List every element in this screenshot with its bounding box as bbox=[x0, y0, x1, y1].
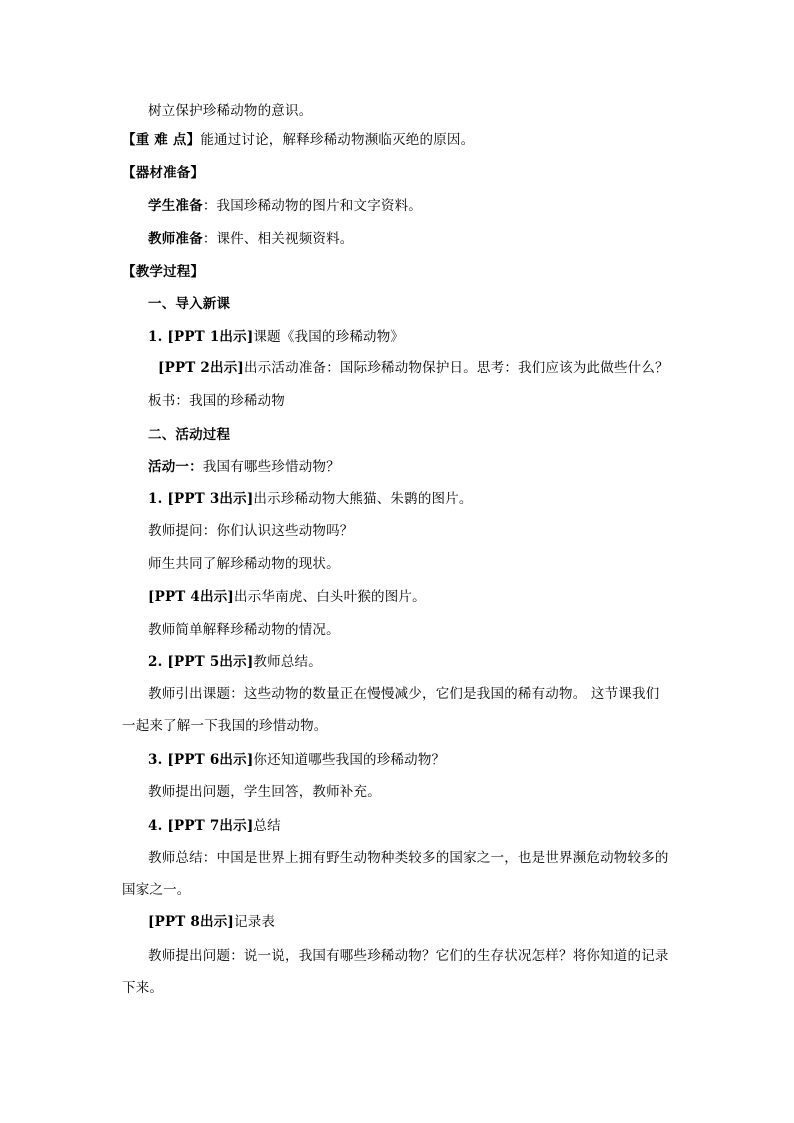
paragraph-key-points bbox=[122, 130, 474, 150]
subheading-label: 二、活动过程 bbox=[148, 427, 231, 443]
subheading-activity-process bbox=[148, 425, 230, 445]
ppt-label: 4. [PPT 7出示] bbox=[148, 818, 254, 834]
paragraph-ppt4 bbox=[148, 587, 426, 607]
line-text: 教师提出问题：说一说，我国有哪些珍稀动物？它们的生存状况怎样？将你知道的记录 bbox=[148, 948, 669, 964]
paragraph-teacher-prep bbox=[148, 229, 354, 249]
line-text: 板书：我国的珍稀动物 bbox=[148, 393, 285, 409]
ppt-label: 1. [PPT 1出示] bbox=[148, 329, 254, 345]
paragraph-activity-one bbox=[148, 457, 340, 477]
paragraph-topic-line2 bbox=[122, 716, 328, 736]
line-text: 教师提出问题，学生回答，教师补充。 bbox=[148, 784, 381, 800]
subheading-label: 一、导入新课 bbox=[148, 296, 231, 312]
paragraph-objective bbox=[148, 101, 312, 121]
line-text: 出示活动准备：国际珍稀动物保护日。思考：我们应该为此做些什么？ bbox=[244, 360, 669, 376]
line-text: 课题《我国的珍稀动物》 bbox=[253, 329, 405, 345]
activity-label: 活动一： bbox=[148, 459, 203, 475]
ppt-label: 3. [PPT 6出示] bbox=[148, 752, 254, 768]
line-text: 国家之一。 bbox=[122, 882, 191, 898]
paragraph-record-line1 bbox=[148, 946, 669, 966]
line-text: 教师简单解释珍稀动物的情况。 bbox=[148, 622, 340, 638]
paragraph-ppt7 bbox=[148, 816, 281, 836]
paragraph-ppt2 bbox=[158, 358, 669, 378]
section-label: 【器材准备】 bbox=[122, 165, 205, 181]
line-text: 树立保护珍稀动物的意识。 bbox=[148, 103, 313, 119]
section-label: 【教学过程】 bbox=[122, 264, 205, 280]
line-text: 师生共同了解珍稀动物的现状。 bbox=[148, 556, 340, 572]
section-label: 【重 难 点】 bbox=[122, 132, 201, 148]
ppt-label: [PPT 8出示] bbox=[148, 914, 235, 930]
paragraph-blackboard bbox=[148, 391, 285, 411]
line-text: 教师总结：中国是世界上拥有野生动物种类较多的国家之一，也是世界濒危动物较多的 bbox=[148, 850, 669, 866]
paragraph-ppt3 bbox=[148, 489, 473, 509]
line-text: 出示华南虎、白头叶猴的图片。 bbox=[234, 589, 426, 605]
paragraph-ppt5 bbox=[148, 652, 322, 672]
line-text: 教师提问：你们认识这些动物吗？ bbox=[148, 523, 354, 539]
section-heading-materials bbox=[122, 163, 204, 183]
line-text: 下来。 bbox=[122, 980, 164, 996]
paragraph-record-line2 bbox=[122, 978, 163, 998]
item-label: 学生准备 bbox=[148, 198, 203, 214]
ppt-label: [PPT 4出示] bbox=[148, 589, 235, 605]
paragraph-ppt8 bbox=[148, 912, 275, 932]
line-text: 教师引出课题：这些动物的数量正在慢慢减少，它们是我国的稀有动物。 这节课我们 bbox=[148, 686, 660, 702]
line-text: 能通过讨论，解释珍稀动物濒临灭绝的原因。 bbox=[200, 132, 475, 148]
paragraph-summary-line2 bbox=[122, 880, 191, 900]
line-text: ：课件、相关视频资料。 bbox=[202, 231, 354, 247]
item-label: 教师准备 bbox=[148, 231, 203, 247]
paragraph-student-prep bbox=[148, 196, 422, 216]
line-text: 一起来了解一下我国的珍惜动物。 bbox=[122, 718, 328, 734]
line-text: 出示珍稀动物大熊猫、朱鹮的图片。 bbox=[253, 491, 473, 507]
paragraph-ppt1 bbox=[148, 327, 404, 347]
line-text: ：我国珍稀动物的图片和文字资料。 bbox=[202, 198, 423, 214]
line-text: 教师总结。 bbox=[253, 654, 322, 670]
line-text: 你还知道哪些我国的珍稀动物？ bbox=[253, 752, 446, 768]
line-text: 记录表 bbox=[234, 914, 276, 930]
paragraph-topic-line1 bbox=[148, 684, 659, 704]
ppt-label: 1. [PPT 3出示] bbox=[148, 491, 254, 507]
paragraph-qa bbox=[148, 782, 381, 802]
ppt-label: 2. [PPT 5出示] bbox=[148, 654, 254, 670]
section-heading-process bbox=[122, 262, 204, 282]
ppt-label: [PPT 2出示] bbox=[158, 360, 245, 376]
paragraph-teacher-question bbox=[148, 521, 354, 541]
paragraph-explain bbox=[148, 620, 340, 640]
line-text: 总结 bbox=[253, 818, 281, 834]
paragraph-status bbox=[148, 554, 340, 574]
paragraph-summary-line1 bbox=[148, 848, 669, 868]
subheading-intro bbox=[148, 294, 230, 314]
line-text: 我国有哪些珍惜动物？ bbox=[202, 459, 340, 475]
paragraph-ppt6 bbox=[148, 750, 445, 770]
